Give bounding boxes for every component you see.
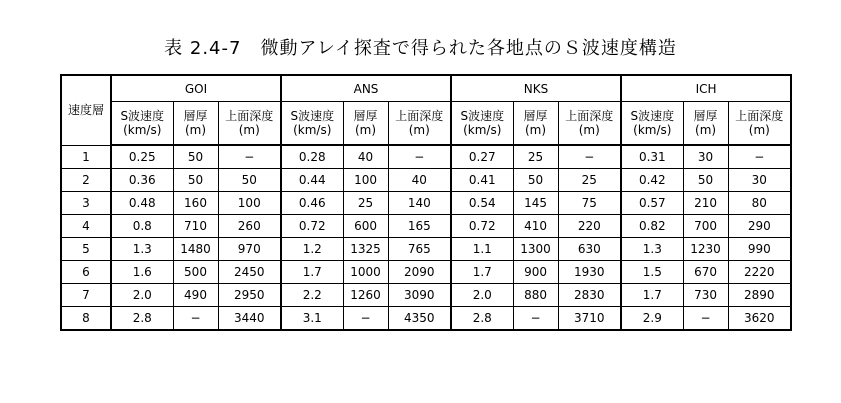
table-cell: − <box>218 145 281 169</box>
table-cell: 30 <box>728 169 791 192</box>
table-cell: 880 <box>513 284 558 307</box>
column-header-unit: (m) <box>184 123 207 137</box>
table-cell: 0.48 <box>111 192 173 215</box>
layer-number-cell: 5 <box>61 238 111 261</box>
table-cell: 0.36 <box>111 169 173 192</box>
table-cell: − <box>728 145 791 169</box>
table-cell: 25 <box>558 169 621 192</box>
column-header-name: 層厚 <box>353 109 378 123</box>
layer-number-cell: 4 <box>61 215 111 238</box>
table-cell: 2.2 <box>281 284 343 307</box>
table-cell: 500 <box>173 261 218 284</box>
table-cell: 1300 <box>513 238 558 261</box>
column-header-unit: (m) <box>695 123 717 137</box>
table-cell: 2.0 <box>451 284 513 307</box>
table-cell: 260 <box>218 215 281 238</box>
site-header-row <box>61 75 791 102</box>
column-header <box>451 102 513 146</box>
column-header-name: 層厚 <box>523 109 548 123</box>
table-cell: 2450 <box>218 261 281 284</box>
column-header-unit: (m) <box>524 123 547 137</box>
table-cell: 75 <box>558 192 621 215</box>
table-cell: 30 <box>683 145 728 169</box>
table-cell: 1.3 <box>621 238 683 261</box>
layer-number-cell: 6 <box>61 261 111 284</box>
table-cell: 900 <box>513 261 558 284</box>
table-cell: 710 <box>173 215 218 238</box>
table-cell: 700 <box>683 215 728 238</box>
table-cell: 1.1 <box>451 238 513 261</box>
table-cell: 25 <box>513 145 558 169</box>
table-cell: 1260 <box>343 284 388 307</box>
table-cell: 1000 <box>343 261 388 284</box>
site-header: GOI <box>111 75 281 102</box>
table-cell: − <box>388 145 451 169</box>
table-row <box>61 261 791 284</box>
table-cell: 630 <box>558 238 621 261</box>
table-cell: 100 <box>218 192 281 215</box>
table-cell: − <box>513 307 558 331</box>
table-cell: 100 <box>343 169 388 192</box>
table-cell: 0.72 <box>451 215 513 238</box>
column-header <box>173 102 218 146</box>
table-cell: 140 <box>388 192 451 215</box>
table-cell: 970 <box>218 238 281 261</box>
table-cell: 3440 <box>218 307 281 331</box>
table-cell: 0.82 <box>621 215 683 238</box>
table-cell: 0.42 <box>621 169 683 192</box>
table-cell: 2.8 <box>451 307 513 331</box>
column-header-name: S波速度 <box>290 109 335 123</box>
table-cell: 3710 <box>558 307 621 331</box>
column-header-name: 層厚 <box>183 109 208 123</box>
table-row <box>61 145 791 169</box>
table-cell: 4350 <box>388 307 451 331</box>
table-body <box>61 145 791 330</box>
table-cell: 0.46 <box>281 192 343 215</box>
table-title: 表 2.4-7 微動アレイ探査で得られた各地点のＳ波速度構造 <box>164 38 677 59</box>
table-row <box>61 307 791 331</box>
column-header-name: 上面深度 <box>735 109 784 123</box>
table-cell: 2090 <box>388 261 451 284</box>
table-cell: − <box>683 307 728 331</box>
table-cell: 50 <box>683 169 728 192</box>
table-cell: 990 <box>728 238 791 261</box>
column-header-name: 層厚 <box>693 109 718 123</box>
table-cell: 2890 <box>728 284 791 307</box>
table-cell: 1.3 <box>111 238 173 261</box>
column-header <box>728 102 791 146</box>
table-cell: 1325 <box>343 238 388 261</box>
column-header-name: S波速度 <box>120 109 165 123</box>
table-cell: 1230 <box>683 238 728 261</box>
table-cell: 1.6 <box>111 261 173 284</box>
table-cell: 1480 <box>173 238 218 261</box>
table-cell: 50 <box>173 169 218 192</box>
site-header: NKS <box>451 75 621 102</box>
table-cell: 50 <box>218 169 281 192</box>
column-header-row <box>61 102 791 146</box>
table-cell: − <box>558 145 621 169</box>
table-cell: 0.44 <box>281 169 343 192</box>
table-cell: 210 <box>683 192 728 215</box>
table-cell: 1.7 <box>621 284 683 307</box>
layer-number-cell: 7 <box>61 284 111 307</box>
column-header-name: 上面深度 <box>225 109 274 123</box>
table-cell: 2830 <box>558 284 621 307</box>
table-cell: 1930 <box>558 261 621 284</box>
table-cell: 2.8 <box>111 307 173 331</box>
table-row <box>61 192 791 215</box>
table-cell: 1.7 <box>281 261 343 284</box>
column-header-unit: (km/s) <box>123 123 162 137</box>
table-cell: 40 <box>343 145 388 169</box>
column-header-unit: (m) <box>408 123 430 137</box>
table-cell: 0.27 <box>451 145 513 169</box>
table-cell: 165 <box>388 215 451 238</box>
table-cell: 0.31 <box>621 145 683 169</box>
column-header-unit: (m) <box>578 123 600 137</box>
table-cell: 3090 <box>388 284 451 307</box>
table-cell: 80 <box>728 192 791 215</box>
table-cell: 290 <box>728 215 791 238</box>
column-header-name: S波速度 <box>630 109 675 123</box>
table-row <box>61 238 791 261</box>
layer-number-cell: 1 <box>61 145 111 169</box>
column-header <box>621 102 683 146</box>
table-cell: 1.5 <box>621 261 683 284</box>
table-cell: 0.25 <box>111 145 173 169</box>
table-cell: 1.2 <box>281 238 343 261</box>
site-header: ICH <box>621 75 791 102</box>
column-header-unit: (m) <box>354 123 377 137</box>
table-row <box>61 169 791 192</box>
table-cell: 25 <box>343 192 388 215</box>
row-header-cell: 速度層 <box>61 75 111 145</box>
column-header-unit: (km/s) <box>293 123 332 137</box>
table-cell: 0.54 <box>451 192 513 215</box>
table-cell: 765 <box>388 238 451 261</box>
table-cell: 1.7 <box>451 261 513 284</box>
column-header <box>513 102 558 146</box>
column-header <box>683 102 728 146</box>
column-header-unit: (km/s) <box>633 123 672 137</box>
table-cell: 410 <box>513 215 558 238</box>
column-header-unit: (m) <box>748 123 770 137</box>
table-cell: 600 <box>343 215 388 238</box>
velocity-structure-table <box>60 74 792 331</box>
table-cell: 2.9 <box>621 307 683 331</box>
table-cell: 490 <box>173 284 218 307</box>
column-header <box>388 102 451 146</box>
column-header <box>111 102 173 146</box>
column-header <box>218 102 281 146</box>
table-cell: 0.8 <box>111 215 173 238</box>
table-cell: 730 <box>683 284 728 307</box>
table-cell: 145 <box>513 192 558 215</box>
column-header <box>343 102 388 146</box>
table-cell: 0.72 <box>281 215 343 238</box>
column-header <box>281 102 343 146</box>
site-header: ANS <box>281 75 451 102</box>
table-row <box>61 284 791 307</box>
table-cell: − <box>343 307 388 331</box>
table-cell: 50 <box>513 169 558 192</box>
table-cell: 160 <box>173 192 218 215</box>
table-cell: 0.41 <box>451 169 513 192</box>
column-header-unit: (m) <box>238 123 260 137</box>
table-cell: 3620 <box>728 307 791 331</box>
table-cell: 2220 <box>728 261 791 284</box>
table-cell: 0.28 <box>281 145 343 169</box>
table-cell: 220 <box>558 215 621 238</box>
table-cell: 3.1 <box>281 307 343 331</box>
table-cell: 40 <box>388 169 451 192</box>
column-header-name: 上面深度 <box>395 109 444 123</box>
column-header-name: S波速度 <box>460 109 505 123</box>
table-cell: − <box>173 307 218 331</box>
table-cell: 2.0 <box>111 284 173 307</box>
layer-number-cell: 2 <box>61 169 111 192</box>
table-cell: 50 <box>173 145 218 169</box>
layer-number-cell: 3 <box>61 192 111 215</box>
table-row <box>61 215 791 238</box>
table-cell: 670 <box>683 261 728 284</box>
layer-number-cell: 8 <box>61 307 111 331</box>
table-cell: 0.57 <box>621 192 683 215</box>
column-header-unit: (km/s) <box>463 123 502 137</box>
column-header <box>558 102 621 146</box>
column-header-name: 上面深度 <box>565 109 614 123</box>
table-cell: 2950 <box>218 284 281 307</box>
